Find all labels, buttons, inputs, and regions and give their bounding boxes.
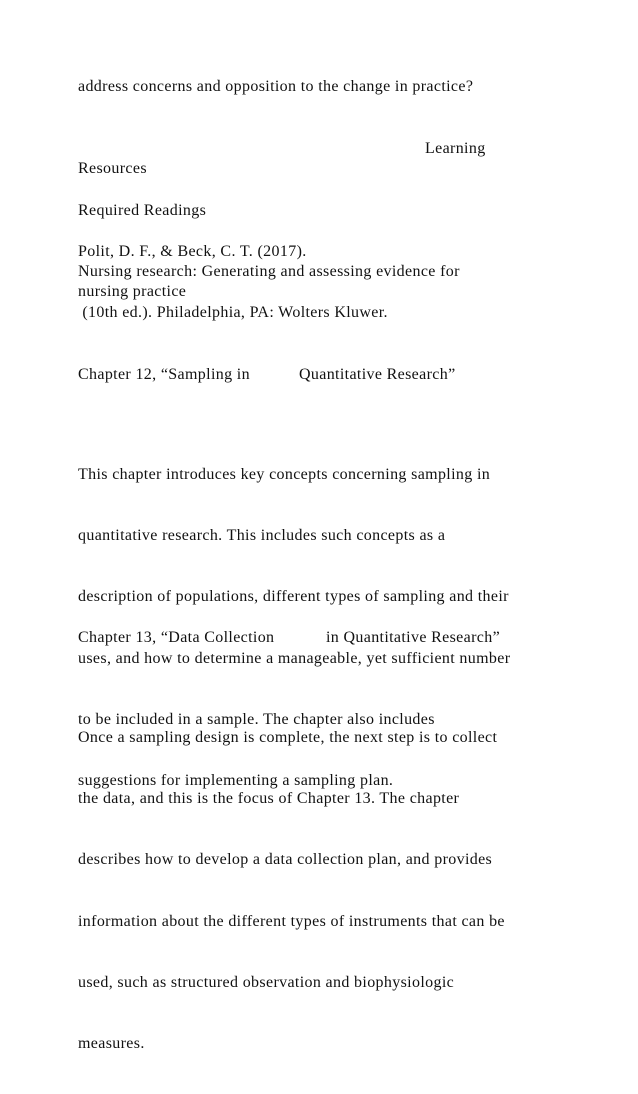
required-readings-heading: Required Readings xyxy=(78,202,207,219)
chapter12-description-line: description of populations, different types of sampling and their xyxy=(78,588,509,606)
chapter13-description-line: measures. xyxy=(78,1034,145,1052)
chapter12-description-line: uses, and how to determine a manageable, yet sufficient number xyxy=(78,649,511,667)
chapter13-heading-left: Chapter 13, “Data Collection xyxy=(78,629,275,646)
intro-line: address concerns and opposition to the change in practice? xyxy=(78,78,474,95)
chapter13-description-line: Once a sampling design is complete, the next step is to collect xyxy=(78,729,498,746)
citation-title-line2: nursing practice xyxy=(78,283,187,300)
chapter12-heading-right: Quantitative Research” xyxy=(299,366,456,383)
chapter13-description-line: describes how to develop a data collection plan, and provides xyxy=(78,851,493,869)
citation-publisher: (10th ed.). Philadelphia, PA: Wolters Kluwer. xyxy=(78,304,388,321)
chapter12-description-line: suggestions for implementing a sampling plan. xyxy=(78,771,394,789)
learning-heading-part1: Learning xyxy=(425,140,486,157)
citation-title-line1: Nursing research: Generating and assessing evidence for xyxy=(78,263,460,280)
learning-heading-part2: Resources xyxy=(78,160,147,177)
chapter12-description-line: This chapter introduces key concepts concerning sampling in xyxy=(78,466,491,483)
chapter13-description-line: the data, and this is the focus of Chapter 13. The chapter xyxy=(78,790,460,808)
chapter13-description-line: information about the different types of instruments that can be xyxy=(78,912,505,930)
chapter13-heading-right: in Quantitative Research” xyxy=(326,629,501,646)
chapter13-description-line: used, such as structured observation and biophysiologic xyxy=(78,973,455,991)
citation-authors: Polit, D. F., & Beck, C. T. (2017). xyxy=(78,243,307,260)
chapter13-description xyxy=(78,687,505,1094)
chapter12-heading-left: Chapter 12, “Sampling in xyxy=(78,366,250,383)
chapter12-description-line: quantitative research. This includes such concepts as a xyxy=(78,527,446,545)
chapter12-description-line: to be included in a sample. The chapter also includes xyxy=(78,710,435,728)
